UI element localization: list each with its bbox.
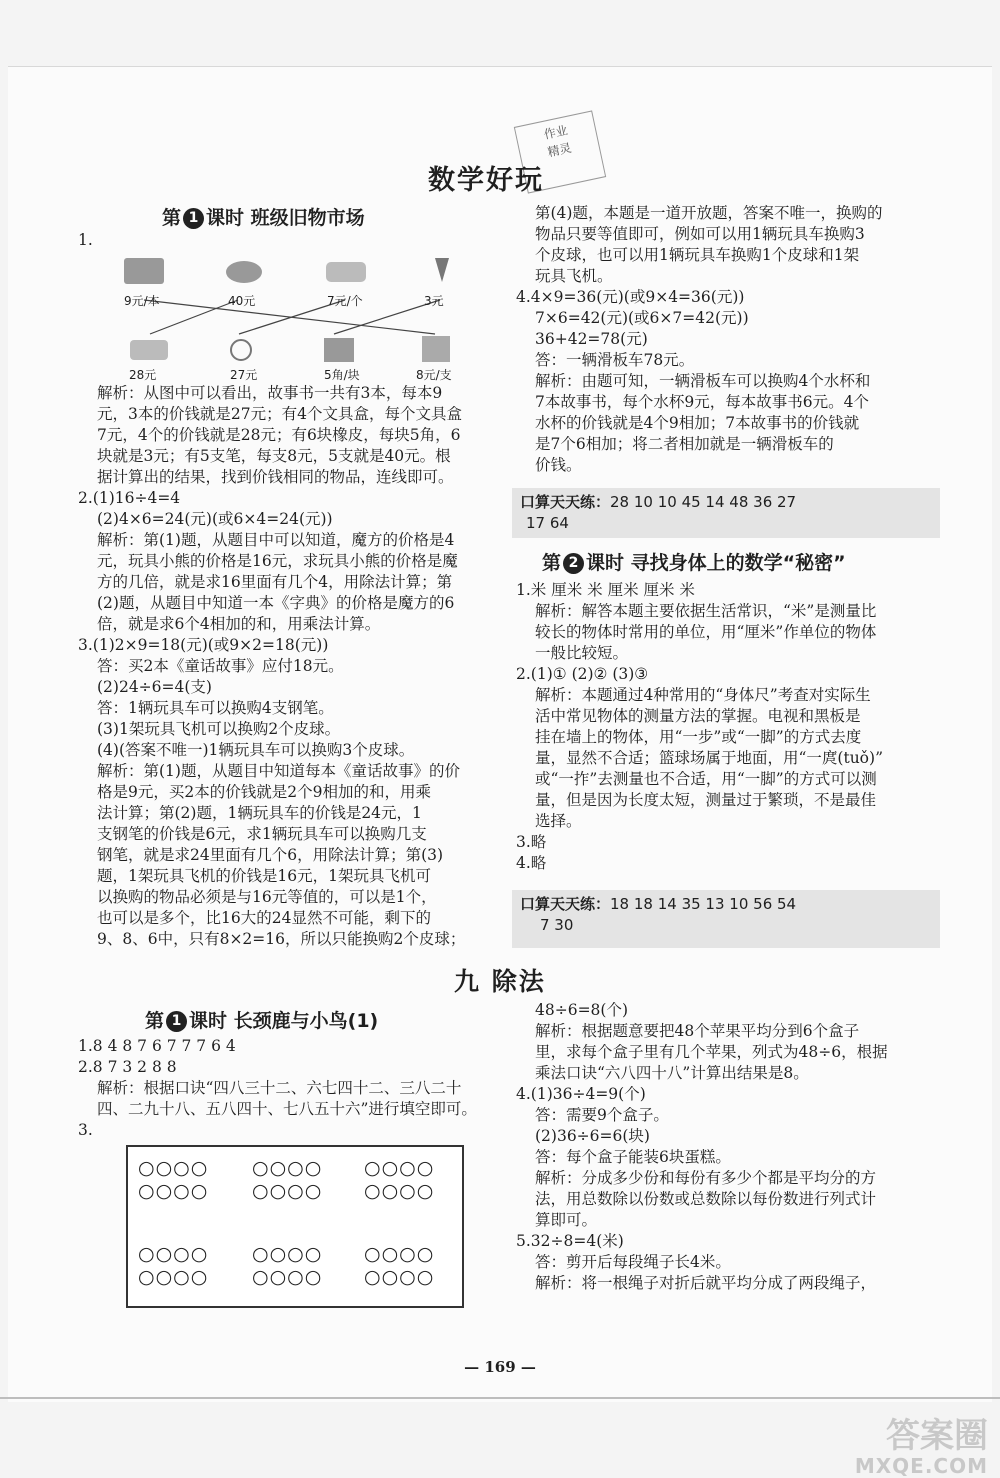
text-line: 钢笔，就是求24里面有几个6，用除法计算；第(3) bbox=[97, 846, 444, 864]
bottom-rule bbox=[0, 1397, 1000, 1399]
text-line: 水杯的价钱就是4个9相加；7本故事书的价钱就 bbox=[535, 414, 860, 432]
text-line: 9、8、6中，只有8×2=16，所以只能换购2个皮球； bbox=[97, 930, 466, 948]
text-line: 3.略 bbox=[516, 833, 547, 851]
text-line: (2)4×6=24(元)(或6×4=24(元)) bbox=[97, 510, 333, 528]
text-line: (2)题，从题目中知道一本《字典》的价格是魔方的6 bbox=[97, 594, 455, 612]
lesson-1-title: 第 1 课时 班级旧物市场 bbox=[162, 207, 365, 229]
text-line: 解析：从图中可以看出，故事书一共有3本，每本9 bbox=[97, 384, 443, 402]
text-line: 答：买2本《童话故事》应付18元。 bbox=[97, 657, 344, 675]
text-line: 元，玩具小熊的价格是16元，求玩具小熊的价格是魔 bbox=[97, 552, 458, 570]
chapter-title: 九 除法 bbox=[454, 967, 546, 996]
text-line: 答：需要9个盒子。 bbox=[535, 1106, 669, 1124]
watermark-logo: 答案圈 MXQE.COM bbox=[854, 1416, 988, 1478]
text-line: 答：剪开后每段绳子长4米。 bbox=[535, 1253, 731, 1271]
text-line: 玩具飞机。 bbox=[535, 267, 613, 285]
plant-icon bbox=[435, 258, 449, 282]
text-line: 解析：将一根绳子对折后就平均分成了两段绳子， bbox=[535, 1274, 877, 1292]
text-line: 物品只要等值即可，例如可以用1辆玩具车换购3 bbox=[535, 225, 865, 243]
practice-answers: 7 30 bbox=[540, 916, 574, 934]
text-line: 4.(1)36÷4=9(个) bbox=[516, 1085, 646, 1103]
oral-practice-box-1 bbox=[512, 488, 940, 538]
price-label: 9元/本 bbox=[124, 294, 160, 308]
eraser-icon bbox=[324, 338, 354, 362]
text-line: 1.米 厘米 米 厘米 厘米 米 bbox=[516, 581, 695, 599]
text-line: 支钢笔的价钱是6元，求1辆玩具车可以换购几支 bbox=[97, 825, 427, 843]
text-line: 挂在墙上的物体，用“一步”或“一脚”的方式去度 bbox=[535, 728, 862, 746]
left-column-1 bbox=[78, 230, 93, 251]
text-line: 解析：由题可知，一辆滑板车可以换购4个水杯和 bbox=[535, 372, 871, 390]
lesson-2-title: 第 2 课时 寻找身体上的数学“秘密” bbox=[542, 552, 846, 574]
text-line: 解析：第(1)题，从题目中可以知道，魔方的价格是4 bbox=[97, 531, 455, 549]
text-line: 解析：根据口诀“四八三十二、六七四十二、三八二十 bbox=[97, 1079, 462, 1097]
text-line: 倍，就是求6个4相加的和，用乘法计算。 bbox=[97, 615, 381, 633]
practice-label: 口算天天练： bbox=[520, 493, 611, 511]
text-line: 答：每个盒子能装6块蛋糕。 bbox=[535, 1148, 731, 1166]
text-line: 一般比较短。 bbox=[535, 644, 629, 662]
price-label: 40元 bbox=[228, 294, 256, 308]
text-line: 2.(1)16÷4=4 bbox=[78, 489, 181, 507]
text-line: 选择。 bbox=[535, 812, 582, 830]
text-line: 4.4×9=36(元)(或9×4=36(元)) bbox=[516, 288, 745, 306]
price-label: 7元/个 bbox=[327, 294, 363, 308]
text-line: 答：1辆玩具车可以换购4支钢笔。 bbox=[97, 699, 334, 717]
left-column-1-text bbox=[78, 383, 465, 950]
text-line: 量，但是因为长度太短，测量过于繁琐，不是最佳 bbox=[535, 791, 877, 809]
left-column-3 bbox=[78, 1036, 477, 1141]
text-line: 解析：第(1)题，从题目中知道每本《童话故事》的价 bbox=[97, 762, 460, 780]
lesson-3-title: 第 1 课时 长颈鹿与小鸟(1) bbox=[145, 1010, 379, 1032]
text-line: 以换购的物品必须是与16元等值的，可以是1个， bbox=[97, 888, 437, 906]
text-line: 是7个6相加；将二者相加就是一辆滑板车的 bbox=[535, 435, 834, 453]
right-column-2 bbox=[516, 580, 883, 874]
text-line: 解析：本题通过4种常用的“身体尺”考查对实际生 bbox=[535, 686, 871, 704]
text-line: 7元，4个的价钱就是28元；有6块橡皮，每块5角，6 bbox=[97, 426, 461, 444]
text-line: 或“一拃”去测量也不合适，用“一脚”的方式可以测 bbox=[535, 770, 877, 788]
text-line: 第(4)题，本题是一道开放题，答案不唯一，换购的 bbox=[535, 204, 883, 222]
text-line: 1.8 4 8 7 6 7 7 7 6 4 bbox=[78, 1037, 236, 1055]
text-line: (2)36÷6=6(块) bbox=[535, 1127, 650, 1145]
text-line: 36+42=78(元) bbox=[535, 330, 648, 348]
question-number: 1. bbox=[78, 231, 93, 249]
text-line: 格是9元，买2本的价钱就是2个9相加的和，用乘 bbox=[97, 783, 431, 801]
text-line: 48÷6=8(个) bbox=[535, 1001, 629, 1019]
section-title: 数学好玩 bbox=[428, 165, 544, 196]
circle-group: ○○○○ ○○○○ bbox=[138, 1157, 209, 1202]
clock-icon bbox=[231, 340, 251, 360]
price-label: 8元/支 bbox=[416, 368, 452, 382]
text-line: (4)(答案不唯一)1辆玩具车可以换购3个皮球。 bbox=[97, 741, 415, 759]
text-line: 5.32÷8=4(米) bbox=[516, 1232, 624, 1250]
lesson-number-badge: 2 bbox=[563, 553, 584, 574]
text-line: 据计算出的结果，找到价钱相同的物品，连线即可。 bbox=[97, 468, 454, 486]
circle-group: ○○○○ ○○○○ bbox=[364, 1243, 435, 1288]
pencil-case-icon bbox=[130, 340, 168, 360]
practice-answers: 17 64 bbox=[526, 514, 569, 532]
stamp-graphic: 作业 精灵 bbox=[514, 110, 606, 193]
text-line: 2.8 7 3 2 8 8 bbox=[78, 1058, 177, 1076]
price-label: 5角/块 bbox=[324, 368, 360, 382]
text-line: 算即可。 bbox=[535, 1211, 598, 1229]
text-line: 解析：根据题意要把48个苹果平均分到6个盒子 bbox=[535, 1022, 860, 1040]
text-line: 方的几倍，就是求16里面有几个4，用除法计算；第 bbox=[97, 573, 453, 591]
circle-group: ○○○○ ○○○○ bbox=[138, 1243, 209, 1288]
market-matching-figure bbox=[110, 252, 480, 382]
text-line: 较长的物体时常用的单位，用“厘米”作单位的物体 bbox=[535, 623, 877, 641]
circle-grouping-box bbox=[126, 1145, 464, 1308]
cap-icon bbox=[226, 261, 262, 283]
text-line: (2)24÷6=4(支) bbox=[97, 678, 212, 696]
text-line: 2.(1)① (2)② (3)③ bbox=[516, 665, 649, 683]
text-line: 题，1架玩具飞机的价钱是16元，1架玩具飞机可 bbox=[97, 867, 431, 885]
text-line: 量，显然不合适；篮球场属于地面，用“一庹(tuǒ)” bbox=[535, 749, 883, 767]
book-icon bbox=[124, 258, 164, 284]
circle-group: ○○○○ ○○○○ bbox=[252, 1157, 323, 1202]
text-line: 个皮球，也可以用1辆玩具车换购1个皮球和1架 bbox=[535, 246, 860, 264]
price-label: 3元 bbox=[424, 294, 444, 308]
text-line: 答：一辆滑板车78元。 bbox=[535, 351, 695, 369]
page-number: — 169 — bbox=[464, 1358, 536, 1376]
pen-icon bbox=[422, 336, 450, 362]
text-line: (3)1架玩具飞机可以换购2个皮球。 bbox=[97, 720, 341, 738]
right-column-3 bbox=[516, 1000, 888, 1294]
text-line: 块就是3元；有5支笔，每支8元，5支就是40元。根 bbox=[97, 447, 451, 465]
text-line: 也可以是多个，比16大的24显然不可能，剩下的 bbox=[97, 909, 431, 927]
lesson-number-badge: 1 bbox=[183, 208, 204, 229]
text-line: 乘法口诀“六八四十八”计算出结果是8。 bbox=[535, 1064, 809, 1082]
oral-practice-box-2 bbox=[512, 890, 940, 948]
circle-group: ○○○○ ○○○○ bbox=[252, 1243, 323, 1288]
text-line: 解析：分成多少份和每份有多少个都是平均分的方 bbox=[535, 1169, 877, 1187]
text-line: 元，3本的价钱就是27元；有4个文具盒，每个文具盒 bbox=[97, 405, 462, 423]
lesson-number-badge: 1 bbox=[166, 1011, 187, 1032]
text-line: 法计算；第(2)题，1辆玩具车的价钱是24元，1 bbox=[97, 804, 422, 822]
text-line: 7×6=42(元)(或6×7=42(元)) bbox=[535, 309, 749, 327]
text-line: 四、二九十八、五八四十、七八五十六”进行填空即可。 bbox=[97, 1100, 477, 1118]
text-line: 解析：解答本题主要依据生活常识，“米”是测量比 bbox=[535, 602, 877, 620]
practice-answers: 18 18 14 35 13 10 56 54 bbox=[610, 895, 797, 913]
text-line: 7本故事书，每个水杯9元，每本故事书6元。4个 bbox=[535, 393, 869, 411]
price-label: 27元 bbox=[230, 368, 258, 382]
practice-label: 口算天天练： bbox=[520, 895, 611, 913]
case-icon bbox=[326, 262, 366, 282]
circle-group: ○○○○ ○○○○ bbox=[364, 1157, 435, 1202]
text-line: 3.(1)2×9=18(元)(或9×2=18(元)) bbox=[78, 636, 329, 654]
text-line: 3. bbox=[78, 1121, 93, 1139]
text-line: 法，用总数除以份数或总数除以每份数进行列式计 bbox=[535, 1190, 877, 1208]
text-line: 活中常见物体的测量方法的掌握。电视和黑板是 bbox=[535, 707, 861, 725]
text-line: 价钱。 bbox=[535, 456, 582, 474]
text-line: 里，求每个盒子里有几个苹果，列式为48÷6，根据 bbox=[535, 1043, 888, 1061]
right-column-1 bbox=[516, 203, 882, 476]
text-line: 4.略 bbox=[516, 854, 547, 872]
practice-answers: 28 10 10 45 14 48 36 27 bbox=[610, 493, 797, 511]
price-label: 28元 bbox=[129, 368, 157, 382]
